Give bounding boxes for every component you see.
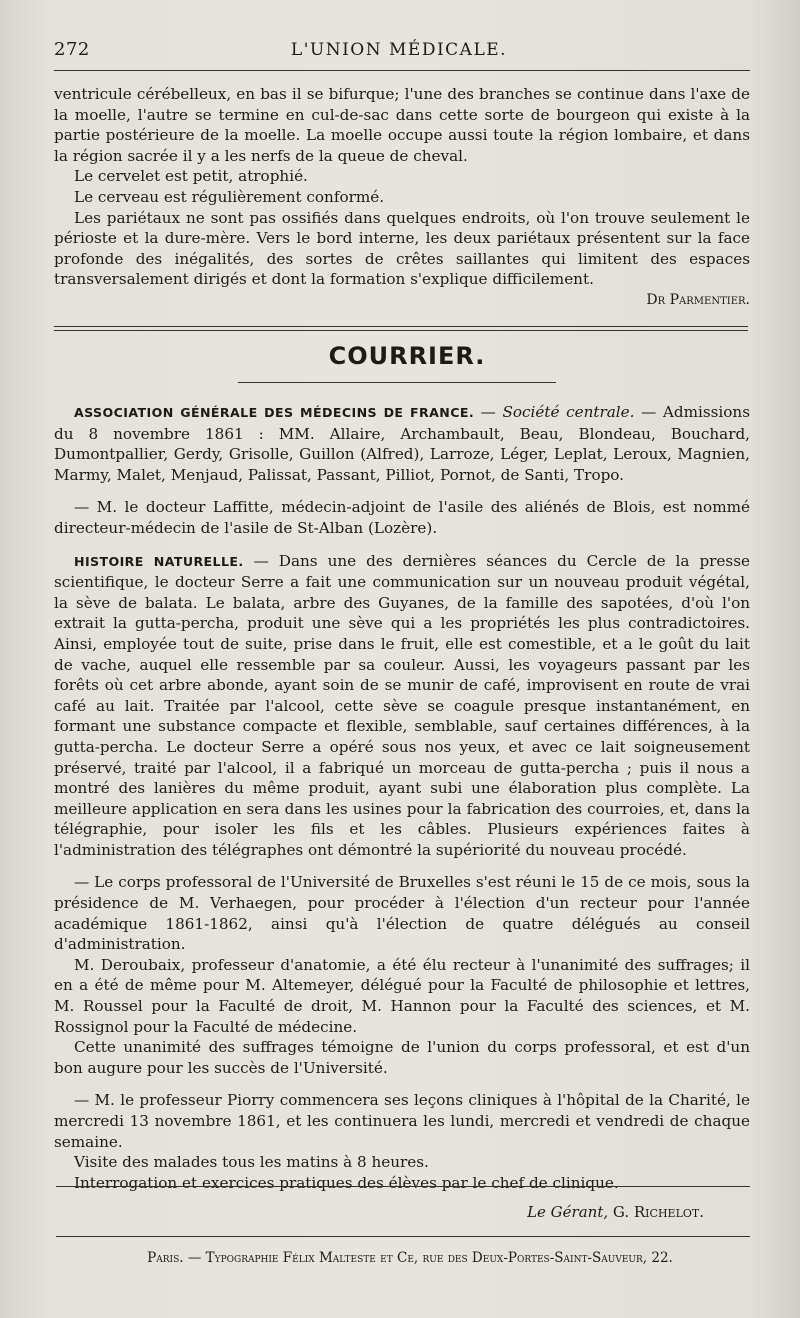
intro-paragraph-3: Le cerveau est régulièrement conformé. bbox=[74, 187, 385, 206]
page-number: 272 bbox=[54, 39, 90, 60]
intro-paragraph-1: ventricule cérébelleux, en bas il se bifurque; l'une des branches se continue dans l'axe de la moelle, l'autre se termine en cul-de-sac dans cette sorte de bourgeon qui existe à la partie postérieure de la moelle. La moelle occupe aussi toute la région lombaire, et dans la région sacrée il y a les nerfs de la queue de cheval. bbox=[54, 85, 750, 165]
gerant-label: Le Gérant, bbox=[527, 1203, 609, 1221]
deroubaix-paragraph: M. Deroubaix, professeur d'anatomie, a été élu recteur à l'unanimité des suffrages; il en a été de même pour M. Altemeyer, délégué pour la Faculté de philosophie et lettres, M. Roussel pour la Faculté de droit, M. Hannon pour la Faculté des sciences, et M. Rossignol pour la Faculté de médecine. bbox=[54, 955, 750, 1036]
association-paragraph bbox=[54, 402, 750, 485]
intro-article bbox=[54, 84, 750, 311]
courrier-column bbox=[54, 402, 750, 1193]
intro-paragraph-2: Le cervelet est petit, atrophié. bbox=[74, 167, 308, 186]
visite-paragraph: Visite des malades tous les matins à 8 heures. bbox=[74, 1153, 429, 1172]
interrogation-paragraph: Interrogation et exercices pratiques des élèves par le chef de clinique. bbox=[74, 1173, 619, 1192]
section-divider bbox=[54, 326, 748, 331]
title-underline bbox=[238, 382, 556, 383]
running-title: L'UNION MÉDICALE. bbox=[290, 40, 508, 60]
association-subheading: — Société centrale. — bbox=[480, 403, 657, 421]
imprint-line: Paris. — Typographie Félix Malteste et Ce, rue des Deux-Portes-Saint-Sauveur, 22. bbox=[147, 1250, 673, 1266]
association-heading: ASSOCIATION GÉNÉRALE DES MÉDECINS DE FRANCE. bbox=[74, 405, 475, 420]
page-header bbox=[54, 30, 744, 60]
intro-paragraph-4: Les pariétaux ne sont pas ossifiés dans quelques endroits, où l'on trouve seulement le périoste et la dure-mère. Vers le bord interne, les deux pariétaux présentent sur la face profonde des inégalités, des sortes de crêtes saillantes qui limitent des espaces transversalement dirigés et dont la formation s'explique difficilement. bbox=[54, 208, 750, 289]
footer-rule-top bbox=[56, 1186, 750, 1187]
piorry-paragraph: — M. le professeur Piorry commencera ses leçons cliniques à l'hôpital de la Charité, le mercredi 13 novembre 1861, et les continuera les lundi, mercredi et vendredi de chaque semaine. bbox=[54, 1091, 750, 1151]
bruxelles-paragraph: — Le corps professoral de l'Université de Bruxelles s'est réuni le 15 de ce mois, sous la présidence de M. Verhaegen, pour procéder à l'élection d'un recteur pour l'année académique 1861-1862, ainsi qu'à l'élection de quatre délégués au conseil d'administration. bbox=[54, 873, 750, 954]
author-signature: Dr Parmentier. bbox=[646, 291, 750, 308]
unanimite-paragraph: Cette unanimité des suffrages témoigne de l'union du corps professoral, et est d'un bon augure pour les succès de l'Université. bbox=[54, 1038, 750, 1077]
section-title: COURRIER. bbox=[328, 342, 486, 370]
footer-rule-bottom bbox=[56, 1236, 750, 1237]
laffitte-paragraph: — M. le docteur Laffitte, médecin-adjoint de l'asile des aliénés de Blois, est nommé directeur-médecin de l'asile de St-Alban (Lozère). bbox=[54, 498, 750, 537]
histoire-paragraph bbox=[54, 551, 750, 861]
histoire-text: — Dans une des dernières séances du Cercle de la presse scientifique, le docteur Serre a fait une communication sur un nouveau produit végétal, la sève de balata. Le balata, arbre des Guyanes, de la famille des sapotées, d'où l'on extrait la gutta-percha, produit une sève qui a les propriétés les plus contradictoires. Ainsi, employée tout de suite, prise dans le fruit, elle est comestible, et a le goût du lait de vache, auquel elle ressemble par sa couleur. Aussi, les voyageurs passant par les forêts où cet arbre abonde, ayant soin de se munir de café, improvisent en route de vrai café au lait. Traitée par l'alcool, cette sève se coagule presque instantanément, en formant une substance compacte et flexible, semblable, sauf certaines différences, à la gutta-percha. Le docteur Serre a opéré sous nos yeux, et avec ce lait soigneusement préservé, traité par l'alcool, il a fabriqué un morceau de gutta-percha ; puis il nous a montré des lanières du même produit, ayant subi une élaboration plus complète. La meilleure application en sera dans les usines pour la fabrication des courroies, et, dans la télégraphie, pour isoler les fils et les câbles. Plusieurs expériences faites à l'administration des télégraphes ont démontré la supériorité du nouveau procédé. bbox=[54, 551, 750, 859]
gerant-line bbox=[527, 1203, 704, 1221]
header-rule bbox=[54, 70, 750, 71]
gerant-name: G. Richelot. bbox=[612, 1203, 704, 1221]
histoire-heading: HISTOIRE NATURELLE. bbox=[74, 553, 244, 569]
association-text: Admissions du 8 novembre 1861 : MM. Allaire, Archambault, Beau, Blondeau, Bouchard, Dumontpallier, Gerdy, Grisolle, Guillon (Alfred), Larroze, Léger, Leplat, Leroux, Magnien, Marmy, Malet, Menjaud, Palissat, Passant, Pilliot, Pornot, de Santi, Tropo. bbox=[54, 403, 751, 484]
